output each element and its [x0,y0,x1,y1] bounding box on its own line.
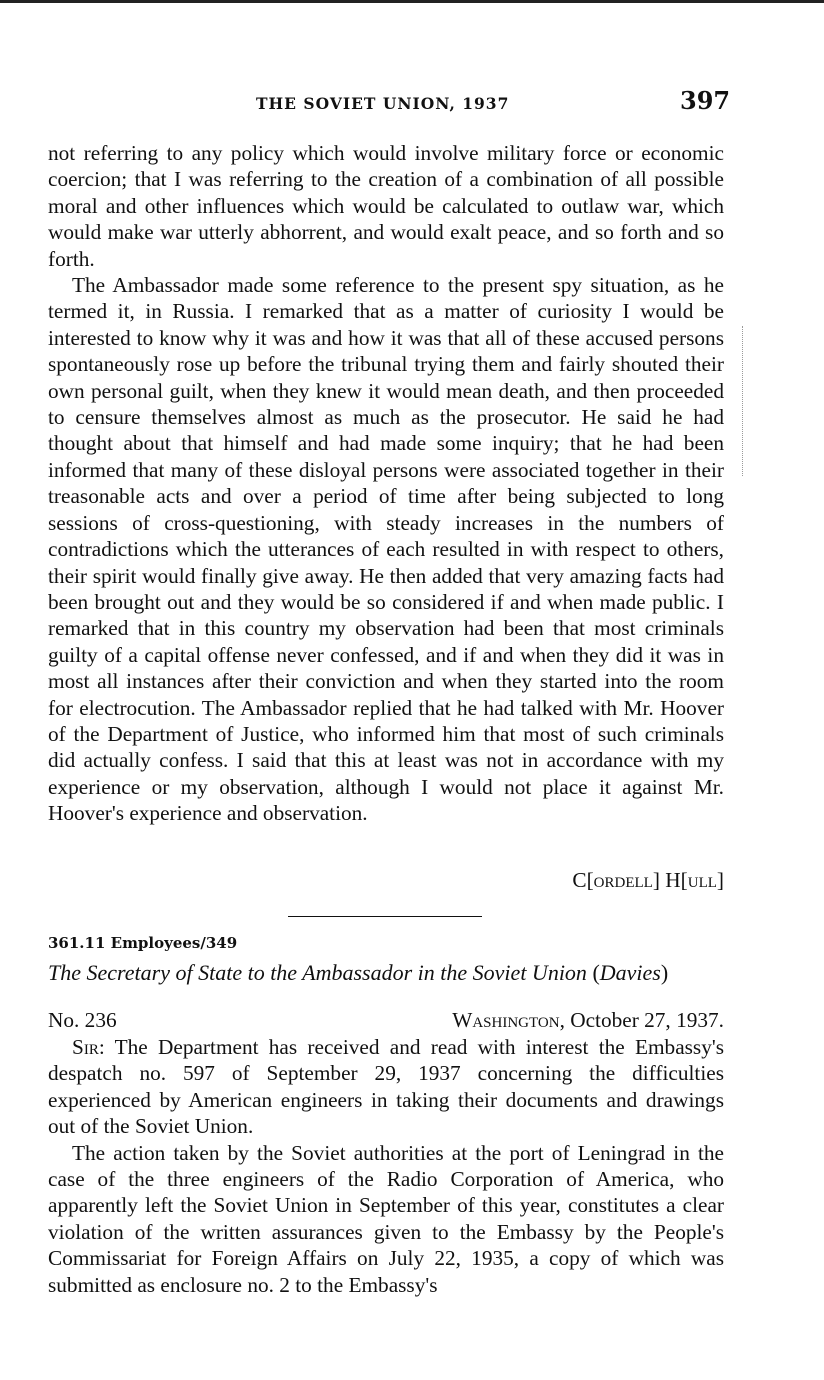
paragraph-1: not referring to any policy which would involve military force or economic coercion; that I was referring to the creation of a combination of all possible moral and other influences which would be calculated to outlaw war, which would make war utterly abhorrent, and would exalt peace, and so forth and so forth. [48,141,724,271]
dateline-date: , October 27, 1937. [559,1008,724,1032]
body-text [48,140,724,827]
signature: C[ordell] H[ull] [572,868,724,892]
letter-paragraph-2: The action taken by the Soviet authorities at the port of Leningrad in the case of the three engineers of the Radio Corporation of America, who apparently left the Soviet Union in September of this year, constitutes a clear violation of the written assurances given to the Embassy by the People's Commissariat for Foreign Affairs on July 22, 1935, a copy of which was submitted as enclosure no. 2 to the Embassy's [48,1140,724,1297]
document-number: No. 236 [48,1008,117,1032]
dateline-place: Washington [452,1008,560,1032]
salutation: Sir: [72,1035,105,1059]
page-number: 397 [680,86,731,115]
running-title: THE SOVIET UNION, 1937 [256,94,510,113]
paragraph-2: The Ambassador made some reference to the present spy situation, as he termed it, in Russia. I remarked that as a matter of curiosity I would be interested to know why it was and how it was that all of these accused persons spontaneously rose up before the tribunal trying them and fairly shouted their own personal guilt, when they knew it would mean death, and then proceeded to censure themselves almost as much as the prosecutor. He said he had thought about that himself and had made some inquiry; that he had been informed that many of these disloyal persons were associated together in their treasonable acts and over a period of time after being subjected to long sessions of cross-questioning, with steady increases in the numbers of contradictions which the utterances of each resulted in with respect to others, their spirit would finally give away. He then added that very amazing facts had been brought out and they would be so considered if and when made public. I remarked that in this country my observation had been that most criminals guilty of a capital offense never confessed, and if and when they did it was in most all instances after their conviction and when they started into the room for electrocution. The Ambassador replied that he had talked with Mr. Hoover of the Department of Justice, who informed him that most of such criminals did actually confess. I said that this at least was not in accordance with my experience or my observation, although I would not place it against Mr. Hoover's experience and observation. [48,273,724,826]
document-title [48,960,724,986]
document-title-addressee: (Davies) [592,960,669,985]
document-title-text: The Secretary of State to the Ambassador in the Soviet Union [48,960,587,985]
letter-body [48,1034,724,1298]
top-border [0,0,824,3]
margin-marks [728,326,743,476]
letter-paragraph-1: Sir: The Department has received and read with interest the Embassy's despatch no. 597 of September 29, 1937 concerning the difficulties experienced by American engineers in taking their documents and drawings out of the Soviet Union. [48,1035,724,1139]
dateline [452,1008,724,1033]
file-reference: 361.11 Employees/349 [48,934,238,952]
section-divider [288,916,482,917]
